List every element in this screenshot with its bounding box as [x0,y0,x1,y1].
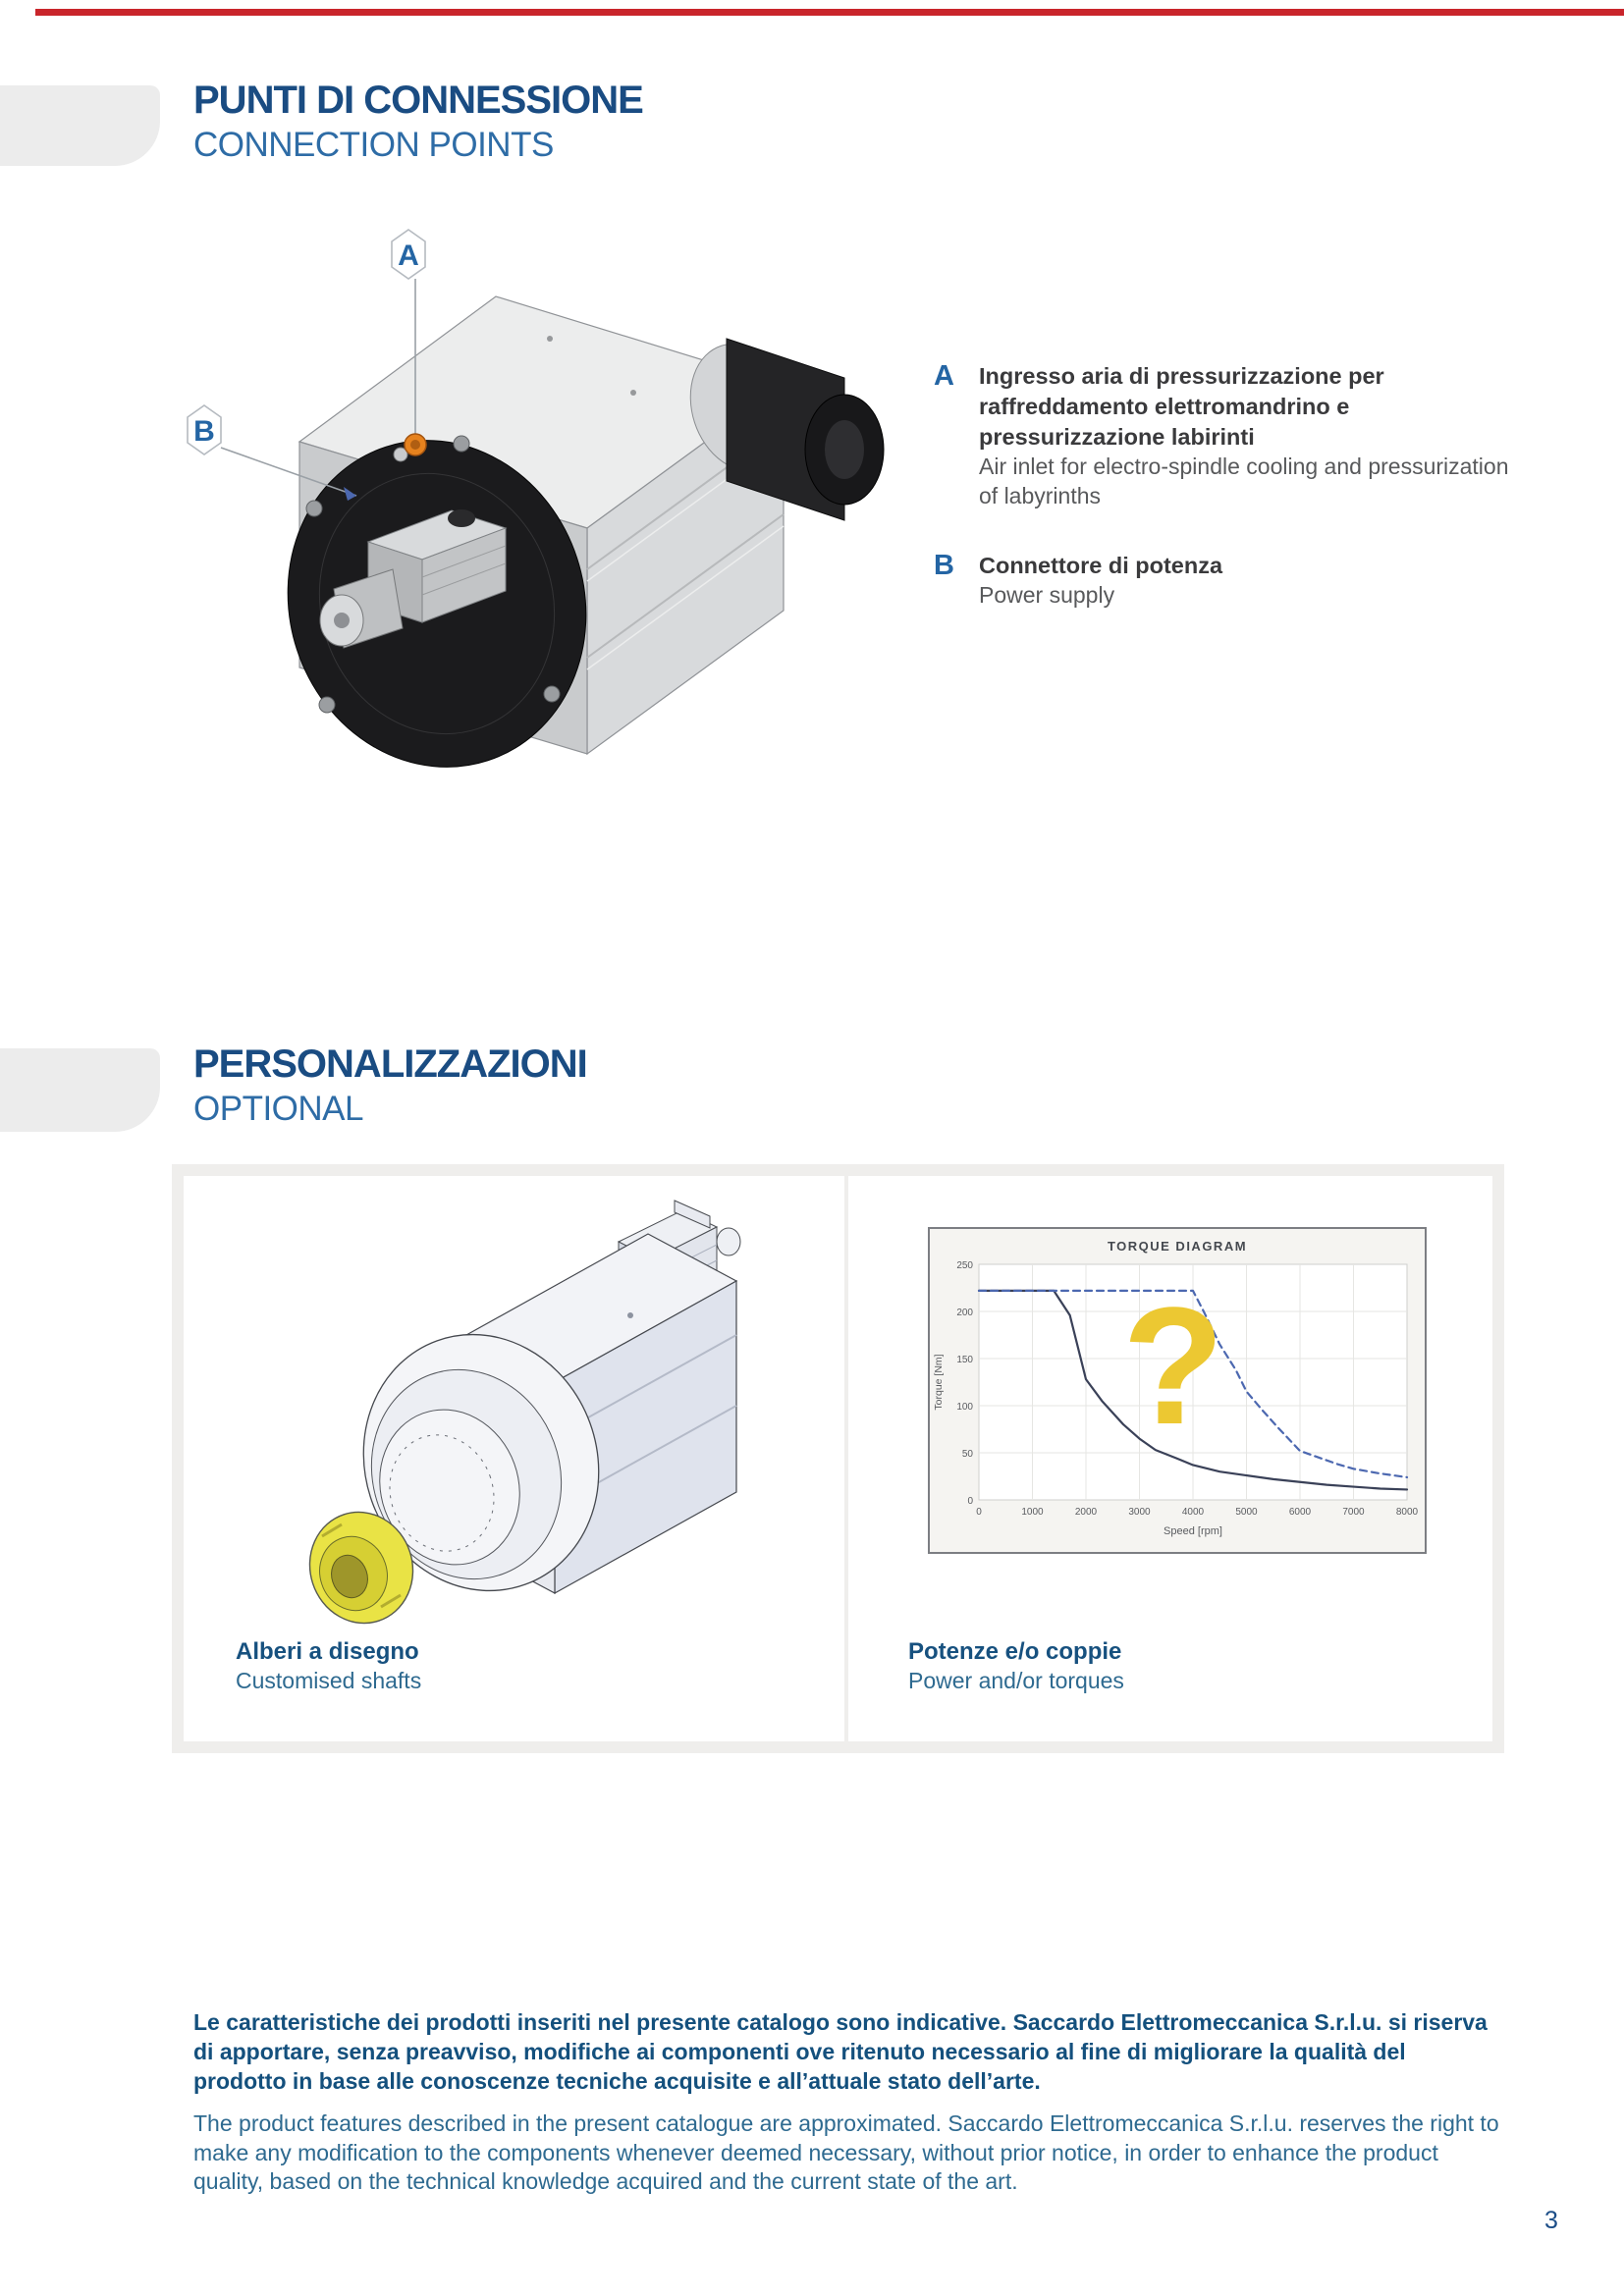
section2-subtitle: OPTIONAL [193,1090,363,1128]
svg-text:1000: 1000 [1021,1507,1044,1518]
caption-customised-shafts-en: Customised shafts [236,1668,422,1693]
optional-cards-container [172,1164,1504,1753]
disclaimer-en: The product features described in the present catalogue are approximated. Saccardo Elettromeccanica S.r.l.u. reserves the right to make any modification to the components whenever deemed necessary, without prior notice, in order to enhance the product quality, based on the technical knowledge acquired and the current state of the art. [193,2109,1499,2195]
caption-customised-shafts [236,1637,421,1695]
svg-text:50: 50 [961,1449,973,1460]
svg-text:6000: 6000 [1288,1507,1312,1518]
caption-customised-shafts-it: Alberi a disegno [236,1638,419,1665]
torque-chart [928,1227,1427,1554]
disclaimer-it: Le caratteristiche dei prodotti inseriti nel presente catalogo sono indicative. Saccardo Elettromeccanica S.r.l.u. si riserva di apportare, senza preavviso, modifiche ai componenti ove ritenuto necessario al fine di migliorare la qualità del prodotto in base alle conoscenze tecniche acquisite e all’attuale stato dell’arte. [193,2009,1488,2094]
svg-text:250: 250 [956,1260,973,1271]
svg-text:2000: 2000 [1074,1507,1098,1518]
callout-a-letter: A [934,360,954,392]
callout-a-text-it: Ingresso aria di pressurizzazione per raffreddamento elettromandrino e pressurizzazione labirinti [979,363,1384,451]
callout-marker-b [188,405,221,454]
callout-a-text-en: Air inlet for electro-spindle cooling and pressurization of labyrinths [979,454,1509,508]
torque-chart-svg [928,1227,1427,1554]
svg-text:3000: 3000 [1128,1507,1151,1518]
spindle-customised-shaft-illustration [187,1183,854,1644]
callout-b-text-en: Power supply [979,581,1115,608]
section2-side-tab [0,1048,160,1132]
callout-marker-b-letter: B [193,415,215,448]
caption-power-torques [908,1637,1124,1695]
svg-text:7000: 7000 [1342,1507,1365,1518]
callout-b-letter: B [934,549,954,581]
chart-title: TORQUE DIAGRAM [1107,1239,1248,1254]
svg-text:200: 200 [956,1308,973,1318]
svg-text:100: 100 [956,1402,973,1413]
callout-legend [934,361,1523,650]
callout-marker-a-letter: A [398,240,419,272]
svg-text:0: 0 [967,1496,973,1507]
caption-power-torques-it: Potenze e/o coppie [908,1638,1122,1665]
callout-b-text-it: Connettore di potenza [979,552,1223,578]
top-accent-bar [35,9,1624,16]
card-power-torques [848,1176,1492,1741]
svg-text:8000: 8000 [1395,1507,1419,1518]
svg-text:150: 150 [956,1355,973,1365]
svg-text:0: 0 [976,1507,982,1518]
card-customised-shafts [184,1176,844,1741]
question-mark-annotation: ? [1122,1273,1224,1460]
disclaimer [193,2008,1502,2197]
page-number: 3 [1544,2207,1558,2234]
section2-title: PERSONALIZZAZIONI [193,1042,587,1086]
callout-marker-a [392,230,425,279]
callout-item-b [934,551,1523,611]
chart-ylabel: Torque [Nm] [933,1354,945,1411]
callout-item-a [934,361,1523,511]
caption-power-torques-en: Power and/or torques [908,1668,1124,1693]
section1-side-tab [0,85,160,166]
spindle-connection-illustration [167,216,893,805]
svg-text:5000: 5000 [1235,1507,1258,1518]
section1-subtitle: CONNECTION POINTS [193,126,554,164]
section1-title: PUNTI DI CONNESSIONE [193,79,643,122]
svg-text:4000: 4000 [1181,1507,1205,1518]
chart-xlabel: Speed [rpm] [1164,1525,1222,1537]
